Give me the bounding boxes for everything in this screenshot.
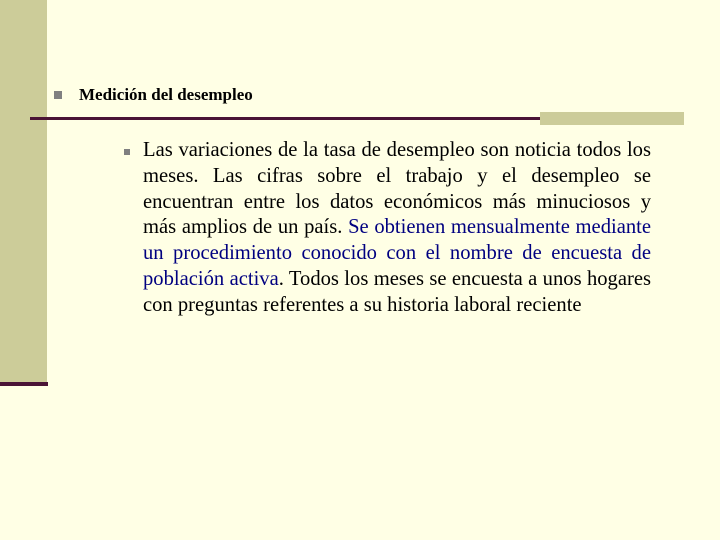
sidebar-bottom-rule [0, 382, 48, 386]
paragraph-text-part3: . Todos los meses se encuesta a unos hogares con preguntas referentes a su historia laboral reciente [143, 267, 651, 316]
square-bullet-icon [54, 91, 62, 99]
body-paragraph [143, 138, 651, 319]
slide-title: Medición del desempleo [79, 85, 253, 104]
paragraph-text-part1: Las variaciones de la tasa de desempleo son noticia todos los meses. Las cifras sobre el trabajo y el desempleo se encuentran entre los datos económicos más minuciosos y más amplios de un país. [143, 139, 651, 239]
paragraph-text-highlight: Se obtienen mensualmente mediante un procedimiento conocido con el nombre de encuesta de población activa [143, 216, 652, 290]
square-bullet-icon [124, 149, 130, 155]
title-underline-accent [540, 112, 684, 125]
slide-title-row [54, 84, 253, 106]
left-sidebar-band [0, 0, 47, 383]
title-underline-rule [30, 117, 540, 120]
